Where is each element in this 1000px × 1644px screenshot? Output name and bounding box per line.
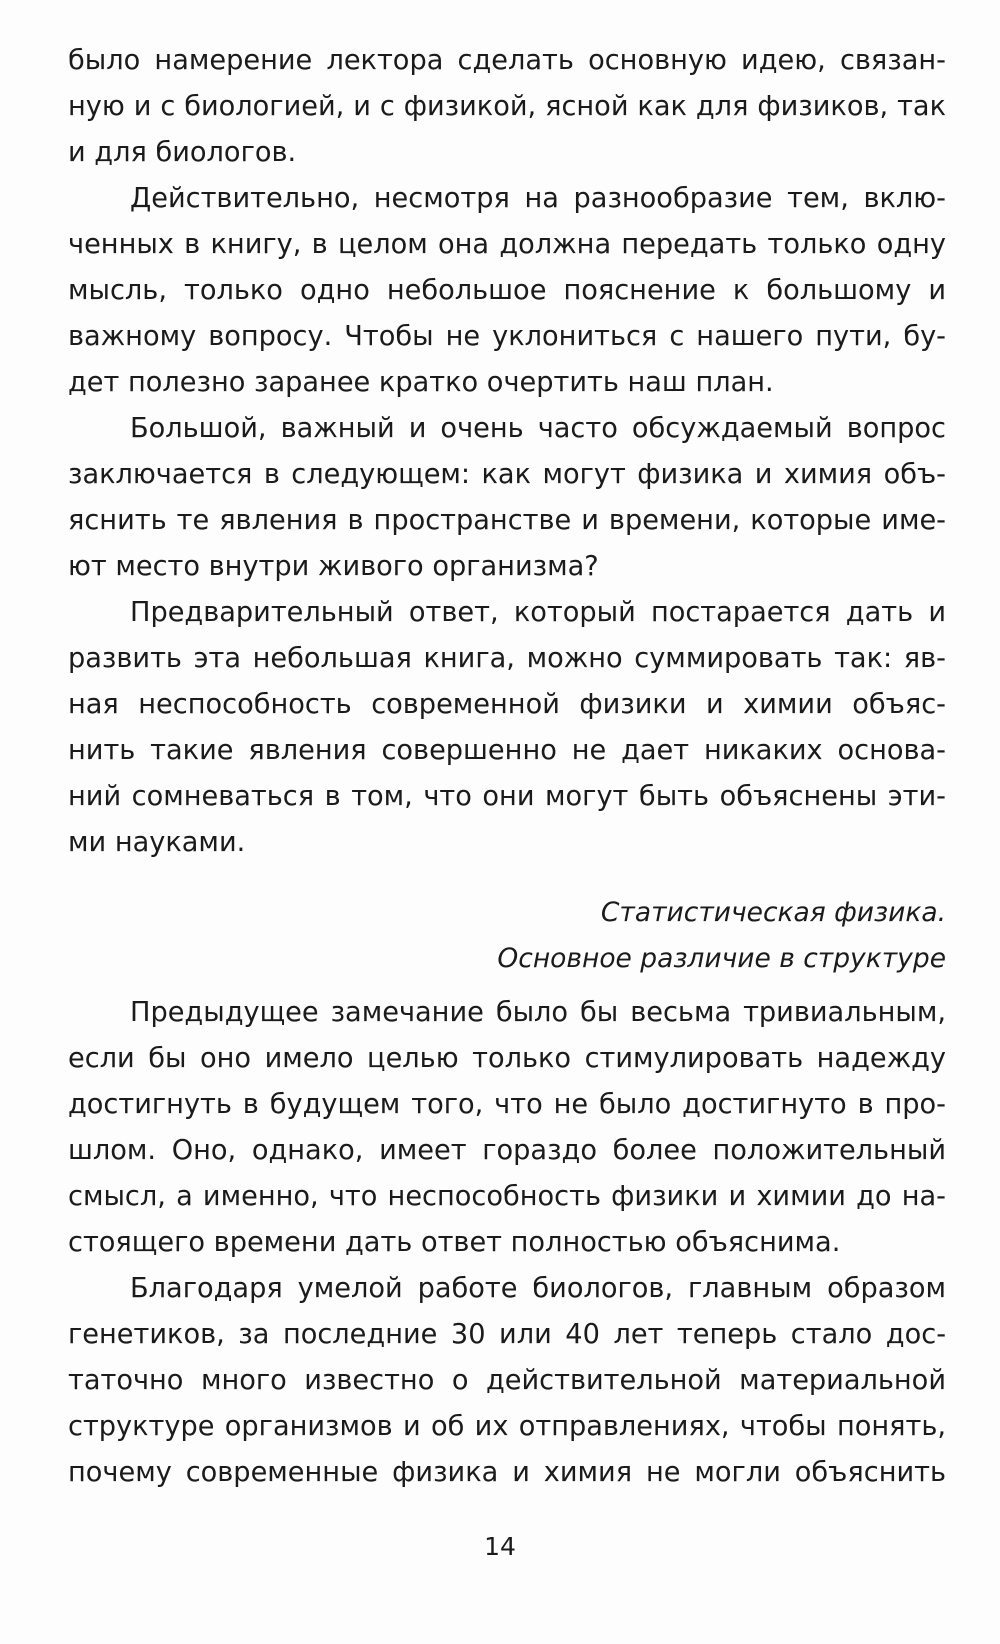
text-line: Благодаря умелой работе биологов, главным образом (130, 1273, 946, 1304)
text-line: почему современные физика и химия не могли объяснить (68, 1457, 946, 1488)
paragraph (68, 1266, 946, 1496)
text-line: ют место внутри живого организма? (68, 551, 599, 582)
text-line: Действительно, несмотря на разнообразие тем, вклю- (130, 183, 946, 214)
text-line: нить такие явления совершенно не дает никаких основа- (68, 735, 946, 766)
text-line: смысл, а именно, что неспособность физики и химии до на- (68, 1181, 946, 1212)
text-line: заключается в следующем: как могут физика и химия объ- (68, 459, 946, 490)
section-heading-line-1: Статистическая физика. (600, 897, 946, 928)
text-line: если бы оно имело целью только стимулировать надежду (68, 1043, 946, 1074)
paragraph (68, 990, 946, 1266)
text-line: мысль, только одно небольшое пояснение к большому и (68, 275, 946, 306)
text-line: яснить те явления в пространстве и времени, которые име- (68, 505, 946, 536)
text-line: развить эта небольшая книга, можно суммировать так: яв- (68, 643, 946, 674)
text-line: важному вопросу. Чтобы не уклониться с нашего пути, бу- (68, 321, 946, 352)
paragraph (68, 176, 946, 406)
text-line: и для биологов. (68, 137, 297, 168)
text-line: ченных в книгу, в целом она должна передать только одну (68, 229, 946, 260)
text-line: ная неспособность современной физики и химии объяс- (68, 689, 946, 720)
text-line: стоящего времени дать ответ полностью объяснима. (68, 1227, 841, 1258)
text-line: достигнуть в будущем того, что не было достигнуто в про- (68, 1089, 946, 1120)
paragraph (68, 38, 946, 176)
text-line: генетиков, за последние 30 или 40 лет теперь стало дос- (68, 1319, 946, 1350)
text-line: ний сомневаться в том, что они могут быть объяснены эти- (68, 781, 946, 812)
paragraph (68, 406, 946, 590)
text-line: дет полезно заранее кратко очертить наш план. (68, 367, 774, 398)
text-line: ми науками. (68, 827, 246, 858)
page-number: 14 (484, 1532, 516, 1561)
body-text-bottom (68, 990, 946, 1496)
text-line: таточно много известно о действительной материальной (68, 1365, 946, 1396)
body-text-top (68, 38, 946, 866)
section-heading (68, 890, 946, 982)
text-line: Предварительный ответ, который постарается дать и (130, 597, 946, 628)
text-line: Большой, важный и очень часто обсуждаемый вопрос (130, 413, 946, 444)
text-line: ную и с биологией, и с физикой, ясной как для физиков, так (68, 91, 946, 122)
text-line: структуре организмов и об их отправлениях, чтобы понять, (68, 1411, 946, 1442)
text-line: было намерение лектора сделать основную идею, связан- (68, 45, 946, 76)
text-line: шлом. Оно, однако, имеет гораздо более положительный (68, 1135, 946, 1166)
section-heading-line-2: Основное различие в структуре (497, 943, 946, 974)
paragraph (68, 590, 946, 866)
text-line: Предыдущее замечание было бы весьма тривиальным, (130, 997, 946, 1028)
